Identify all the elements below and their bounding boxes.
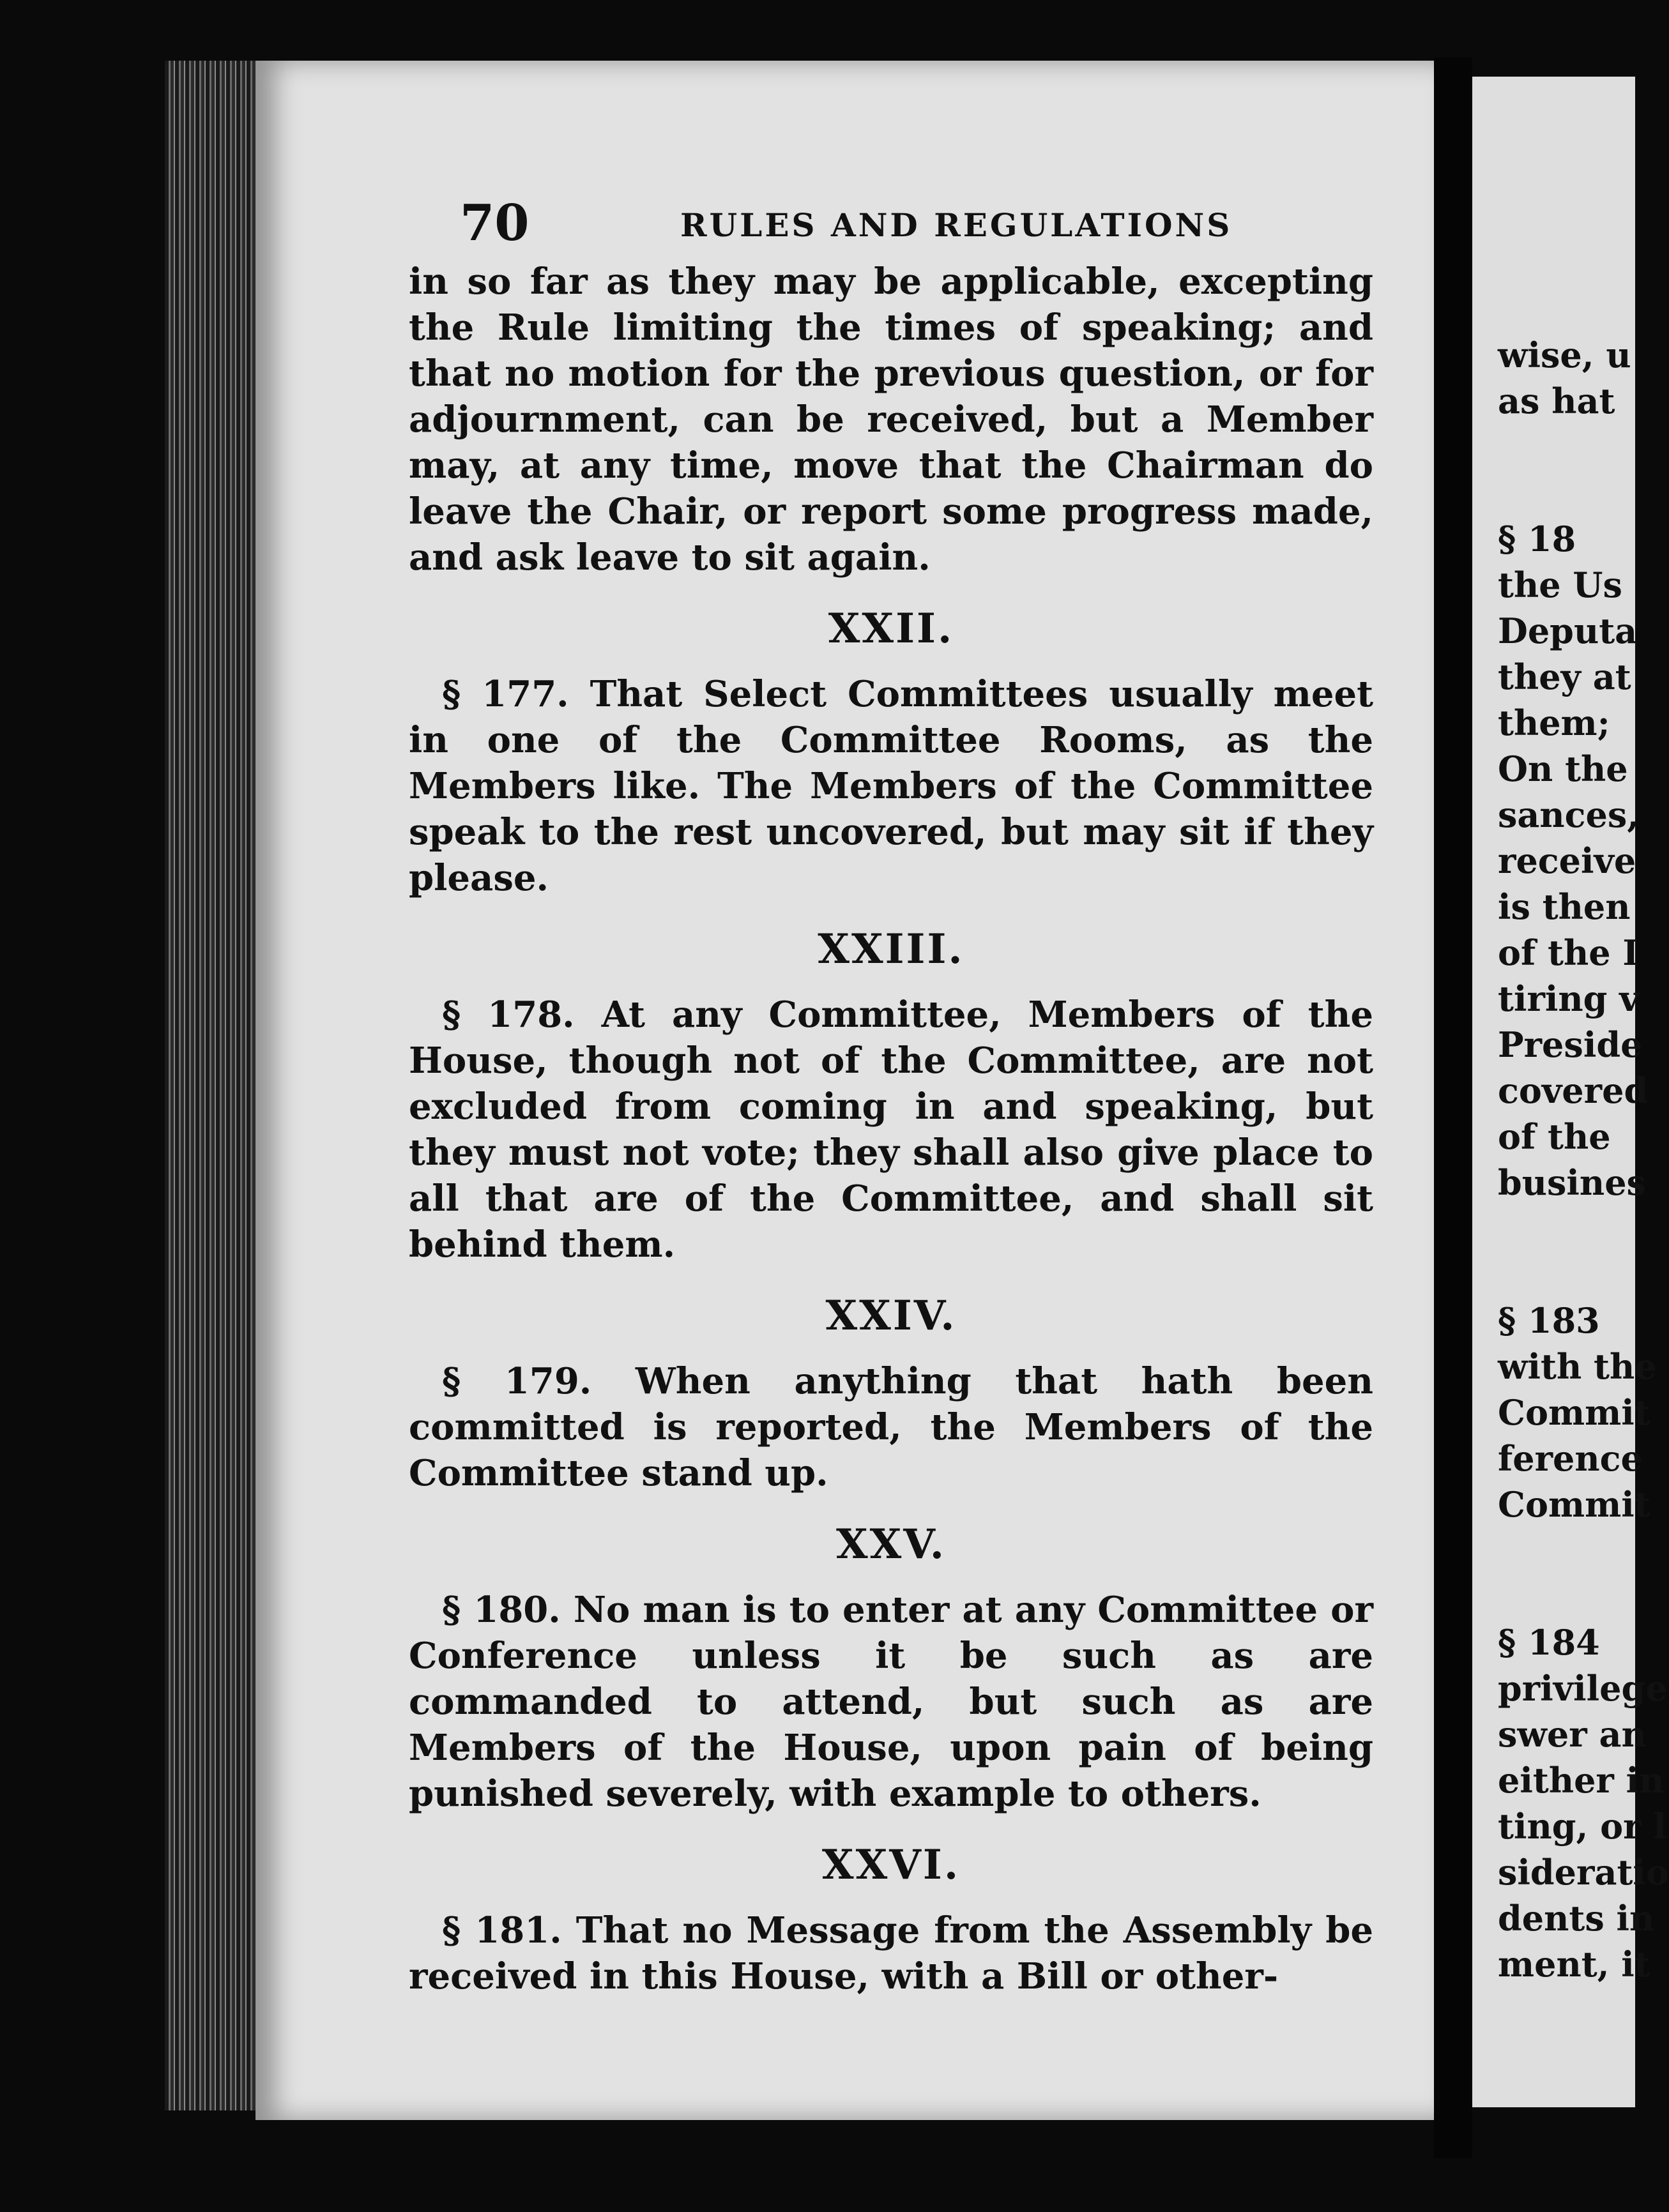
right-page-line: § 18 (1498, 519, 1576, 559)
right-page-text (1498, 332, 1669, 1987)
right-page-line: § 184 (1498, 1622, 1600, 1663)
right-page-line: either in (1498, 1760, 1665, 1801)
left-page (255, 61, 1434, 2120)
section-heading-xxv: XXV. (835, 1520, 947, 1568)
section-heading-xxiii: XXIII. (818, 925, 964, 973)
right-page-line: § 183 (1498, 1300, 1600, 1341)
right-page-line: of the I (1498, 932, 1639, 973)
section-177-text: § 177. That Select Committees usually meet in one of the Committee Rooms, as the Members like. The Members of the Committee speak to the rest uncovered, but may sit if they please. (409, 673, 1373, 899)
right-page-line: of the (1498, 1116, 1611, 1157)
running-head-title: RULES AND REGULATIONS (680, 206, 1233, 244)
right-page-line: ference (1498, 1438, 1643, 1479)
section-181-text: § 181. That no Message from the Assembly be received in this House, with a Bill or other- (409, 1909, 1373, 1997)
right-page-line: Preside (1498, 1024, 1643, 1065)
right-page-line: sideratio (1498, 1852, 1669, 1893)
right-page-line: as hat (1498, 381, 1615, 421)
section-heading-xxiv: XXIV. (825, 1292, 957, 1340)
right-page-line: dents in (1498, 1898, 1655, 1939)
section-heading-xxvi: XXVI. (821, 1841, 961, 1889)
section-179-text: § 179. When anything that hath been committed is reported, the Members of the Committee stand up. (409, 1360, 1373, 1494)
right-page-line (1498, 1206, 1669, 1252)
right-page-line: Commit (1498, 1392, 1650, 1433)
right-page-line: is then (1498, 886, 1631, 927)
section-180-text: § 180. No man is to enter at any Committee or Conference unless it be such as are commanded to attend, but such as are Members of the House, upon pain of being punished severely, with example to others. (409, 1589, 1373, 1815)
right-page-line (1498, 1573, 1669, 1619)
right-page-line (1498, 470, 1669, 516)
right-page-line (1498, 1252, 1669, 1298)
body-text (409, 259, 1373, 1999)
right-page-line: receive (1498, 840, 1636, 881)
right-page-line: sances, (1498, 794, 1640, 835)
right-page-line: tiring v (1498, 978, 1640, 1019)
continuation-paragraph: in so far as they may be applicable, excepting the Rule limiting the times of speaking; and that no motion for the previous question, or for adjournment, can be received, but a Member may, at any time, move that the Chairman do leave the Chair, or report some progress made, and ask leave to sit again. (409, 261, 1373, 579)
right-page-line: them; (1498, 702, 1610, 743)
right-page-line: the Us (1498, 564, 1622, 605)
section-178-text: § 178. At any Committee, Members of the House, though not of the Committee, are not excluded from coming in and speaking, but they must not vote; they shall also give place to all that are of the Committee, and shall sit behind them. (409, 994, 1373, 1266)
right-page-line: wise, u (1498, 335, 1631, 375)
right-page-line: ting, or l (1498, 1806, 1666, 1847)
right-page-line (1498, 424, 1669, 470)
right-page-partial (1472, 77, 1669, 2107)
page-number: 70 (460, 194, 530, 252)
right-page-line: privilege (1498, 1668, 1668, 1709)
right-page-line: covered (1498, 1070, 1649, 1111)
running-head (460, 188, 1370, 259)
right-page-line: swer an (1498, 1714, 1647, 1755)
book-page-edges (165, 61, 261, 2110)
right-page-line: they at (1498, 656, 1631, 697)
book-gutter (1434, 57, 1472, 2158)
right-page-line: ment, it (1498, 1944, 1650, 1985)
right-page-line (1498, 1527, 1669, 1573)
right-page-line: Deputa (1498, 610, 1638, 651)
right-page-line: Commit (1498, 1484, 1650, 1525)
right-page-line: On the (1498, 748, 1628, 789)
right-page-line: with the (1498, 1346, 1657, 1387)
section-heading-xxii: XXII. (828, 605, 954, 653)
right-page-line: busines (1498, 1162, 1646, 1203)
